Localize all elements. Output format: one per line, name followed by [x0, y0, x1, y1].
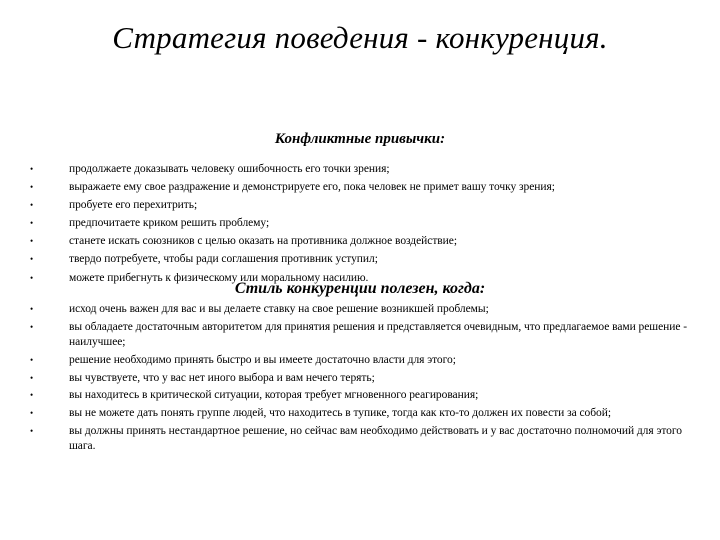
bullet-icon: •	[30, 407, 34, 418]
useful-heading: Стиль конкуренции полезен, когда:	[234, 280, 486, 297]
habits-list	[0, 162, 720, 289]
list-item-text: выражаете ему свое раздражение и демонстрируете его, пока человек не примет вашу точку зрения;	[69, 181, 555, 194]
list-item-text: пробуете его перехитрить;	[69, 199, 198, 212]
list-item-text: вы обладаете достаточным авторитетом для принятия решения и представляется очевидным, что предлагаемое вами решение - наилучшее;	[69, 320, 688, 349]
list-item	[0, 302, 720, 318]
bullet-icon: •	[30, 425, 34, 436]
list-item	[0, 234, 720, 250]
list-item-text: вы чувствуете, что у вас нет иного выбора и вам нечего терять;	[69, 371, 375, 384]
slide-title: Стратегия поведения - конкуренция.	[112, 20, 608, 55]
list-item	[0, 371, 720, 387]
bullet-icon: •	[30, 372, 34, 383]
bullet-icon: •	[30, 390, 34, 401]
list-item	[0, 406, 720, 422]
list-item-text: станете искать союзников с целью оказать на противника должное воздействие;	[69, 235, 457, 248]
list-item-text: можете прибегнуть к физическому или моральному насилию.	[69, 271, 369, 284]
list-item	[0, 388, 720, 404]
list-item-text: вы не можете дать понять группе людей, что находитесь в тупике, тогда как кто-то должен их повести за собой;	[69, 406, 611, 419]
bullet-icon: •	[30, 321, 34, 332]
bullet-icon: •	[30, 164, 34, 174]
list-item	[0, 424, 720, 455]
list-item	[0, 252, 720, 268]
bullet-icon: •	[30, 236, 34, 247]
list-item	[0, 216, 720, 232]
list-item-text: предпочитаете криком решить проблему;	[69, 217, 270, 230]
bullet-icon: •	[30, 304, 34, 314]
list-item	[0, 198, 720, 214]
bullet-icon: •	[30, 354, 34, 365]
habits-heading: Конфликтные привычки:	[274, 131, 446, 147]
bullet-icon: •	[30, 218, 34, 229]
list-item	[0, 353, 720, 369]
bullet-icon: •	[30, 254, 34, 265]
list-item-text: вы находитесь в критической ситуации, которая требует мгновенного реагирования;	[69, 389, 479, 402]
list-item-text: продолжаете доказывать человеку ошибочность его точки зрения;	[69, 163, 390, 175]
useful-list	[0, 302, 720, 457]
list-item	[0, 180, 720, 196]
list-item	[0, 162, 720, 178]
list-item-text: вы должны принять нестандартное решение, но сейчас вам необходимо действовать и у вас достаточно полномочий для этого шага.	[69, 424, 682, 453]
bullet-icon: •	[30, 200, 34, 211]
bullet-icon: •	[30, 272, 34, 283]
list-item	[0, 320, 720, 351]
bullet-icon: •	[30, 182, 34, 193]
list-item-text: исход очень важен для вас и вы делаете ставку на свое решение возникшей проблемы;	[69, 303, 489, 315]
list-item-text: твердо потребуете, чтобы ради соглашения противник уступил;	[69, 253, 378, 266]
list-item-text: решение необходимо принять быстро и вы имеете достаточно власти для этого;	[69, 353, 456, 366]
